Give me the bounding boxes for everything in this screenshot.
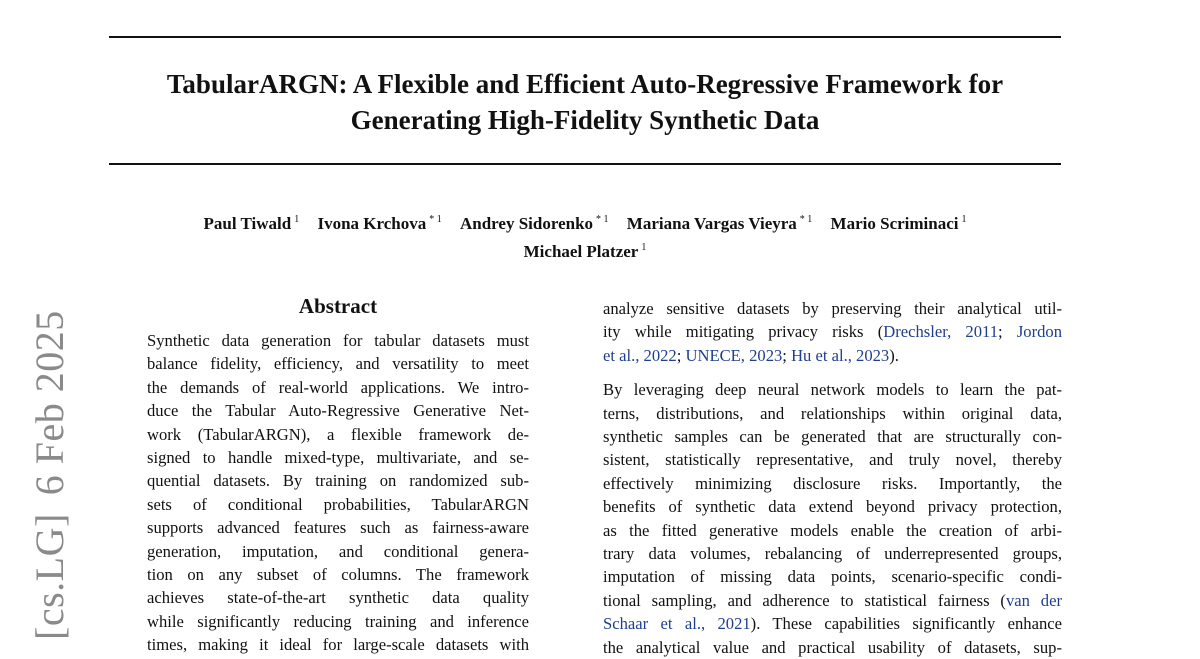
intro-line: sistent, statistically representative, and truly novel, thereby <box>603 450 1062 470</box>
arxiv-date: 6 Feb 2025 <box>27 310 72 496</box>
author <box>460 208 609 236</box>
abstract-line: Synthetic data generation for tabular datasets must <box>147 331 529 350</box>
citation-link-van-der-schaar-cont[interactable]: Schaar et al., 2021 <box>603 614 751 634</box>
author-list <box>109 208 1061 264</box>
author-line-1 <box>109 208 1061 236</box>
citation-link-drechsler[interactable]: Drechsler, 2011 <box>883 322 999 342</box>
intro-text: ity while mitigating privacy risks ( <box>603 322 884 342</box>
citation-link-unece[interactable]: UNECE, 2023 <box>685 345 783 365</box>
intro-line: benefits of synthetic data extend beyond privacy protection, <box>603 497 1062 517</box>
abstract-heading: Abstract <box>298 294 378 318</box>
author-affiliation-mark: * 1 <box>799 214 813 225</box>
intro-line <box>603 344 1062 367</box>
author <box>524 236 647 264</box>
paragraph-gap <box>603 367 1062 378</box>
arxiv-category: [cs.LG] <box>27 513 72 640</box>
abstract-body <box>147 329 529 657</box>
abstract-line: times, making it ideal for large-scale datasets with <box>147 635 529 655</box>
paper-title-line-1: TabularARGN: A Flexible and Efficient Auto-Regressive Framework for <box>166 69 1004 99</box>
intro-line: trary data volumes, rebalancing of underrepresented groups, <box>603 544 1062 564</box>
abstract-line: signed to handle mixed-type, multivariate, and se- <box>147 448 529 468</box>
author-affiliation-mark: * 1 <box>429 214 442 225</box>
author-affiliation-mark: * 1 <box>596 214 609 225</box>
intro-text: ; <box>676 345 686 365</box>
author-affiliation-mark: 1 <box>294 214 300 225</box>
citation-link-hu[interactable]: Hu et al., 2023 <box>791 345 890 365</box>
author-affiliation-mark: 1 <box>641 242 647 253</box>
abstract-line: sets of conditional probabilities, TabularARGN <box>147 494 529 514</box>
author-name: Andrey Sidorenko <box>460 214 594 233</box>
intro-line <box>603 612 1062 635</box>
arxiv-watermark <box>26 310 74 640</box>
intro-text: ). <box>889 345 899 365</box>
abstract-line: duce the Tabular Auto-Regressive Generative Net- <box>147 401 529 421</box>
citation-link-van-der-schaar[interactable]: van der <box>1005 590 1062 610</box>
author-line-2 <box>109 236 1061 264</box>
abstract-line: supports advanced features such as fairness-aware <box>147 518 529 538</box>
introduction-body <box>603 297 1062 659</box>
intro-line <box>603 589 1062 612</box>
intro-text: ; <box>998 322 1017 342</box>
abstract-line: work (TabularARGN), a flexible framework de- <box>147 424 529 444</box>
intro-line: as the fitted generative models enable the creation of arbi- <box>603 520 1062 540</box>
intro-line: terns, distributions, and relationships within original data, <box>603 403 1062 423</box>
author <box>627 208 813 236</box>
author-name: Paul Tiwald <box>203 214 292 233</box>
paper-title-line-2: Generating High-Fidelity Synthetic Data <box>350 105 820 135</box>
abstract-line: quential datasets. By training on randomized sub- <box>147 471 529 491</box>
abstract-line: while significantly reducing training and inference <box>147 611 529 631</box>
author-name: Ivona Krchova <box>317 214 427 233</box>
abstract-line: tion on any subset of columns. The framework <box>147 565 529 585</box>
paper-title <box>109 66 1061 138</box>
author <box>831 208 967 236</box>
title-bottom-rule <box>109 163 1061 165</box>
citation-link-jordon-cont[interactable]: et al., 2022 <box>603 345 677 365</box>
intro-line <box>603 320 1062 343</box>
intro-line: By leveraging deep neural network models to learn the pat- <box>603 380 1062 400</box>
abstract-line: balance fidelity, efficiency, and versatility to meet <box>147 354 529 374</box>
title-top-rule <box>109 36 1061 38</box>
author-name: Mario Scriminaci <box>830 214 959 233</box>
abstract-line: the demands of real-world applications. We intro- <box>147 377 529 397</box>
author-name: Mariana Vargas Vieyra <box>626 214 797 233</box>
intro-line: synthetic samples can be generated that are structurally con- <box>603 427 1062 447</box>
citation-link-jordon[interactable]: Jordon <box>1016 322 1062 342</box>
abstract-line: achieves state-of-the-art synthetic data quality <box>147 588 529 608</box>
intro-line: the analytical value and practical usability of datasets, sup- <box>603 637 1062 657</box>
author <box>203 208 299 236</box>
author-affiliation-mark: 1 <box>961 214 967 225</box>
intro-text: tional sampling, and adherence to statistical fairness ( <box>603 590 1006 610</box>
author <box>317 208 441 236</box>
intro-text: ). These capabilities significantly enhance <box>750 614 1062 634</box>
intro-line: effectively minimizing disclosure risks. Importantly, the <box>603 473 1062 493</box>
abstract-line: generation, imputation, and conditional genera- <box>147 541 529 561</box>
author-name: Michael Platzer <box>523 242 639 261</box>
intro-line: analyze sensitive datasets by preserving their analytical util- <box>603 299 1062 318</box>
intro-text: ; <box>782 345 792 365</box>
intro-line: imputation of missing data points, scenario-specific condi- <box>603 567 1062 587</box>
